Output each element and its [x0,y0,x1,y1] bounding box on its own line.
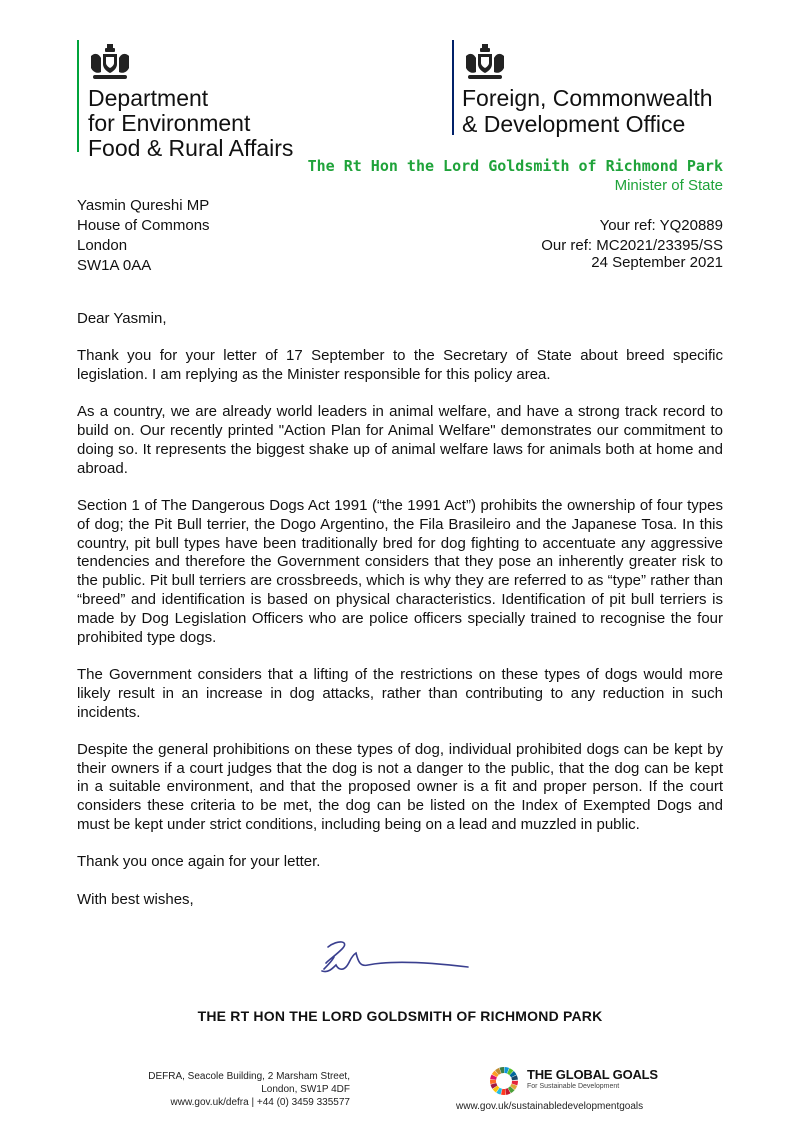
letter-body [77,310,723,928]
sdg-color-wheel-icon [488,1065,520,1097]
paragraph: Thank you for your letter of 17 September to the Secretary of State about breed specific legislation. I am replying as the Minister responsible for this policy area. [77,347,723,384]
global-goals-subtitle: For Sustainable Development [527,1083,620,1090]
recipient-line: London [77,237,128,254]
reference-block [541,196,723,256]
recipient-address [77,196,210,276]
defra-name-line-3: Food & Rural Affairs [88,135,294,161]
paragraph: Despite the general prohibitions on these types of dog, individual prohibited dogs can be kept by their owners if a court judges that the dog is not a danger to the public, that the dog can be kept in a suitable environment, and that the proposed owner is a fit and proper person. If the court considers these criteria to be met, the dog can be listed on the Index of Exempted Dogs and must be kept under strict conditions, including being on a lead and muzzled in public. [77,740,723,834]
salutation: Dear Yasmin, [77,310,167,327]
paragraph: Section 1 of The Dangerous Dogs Act 1991 (“the 1991 Act”) prohibits the ownership of four types of dog; the Pit Bull terrier, the Dogo Argentino, the Fila Brasileiro and the Japanese Tosa. In this country, pit bull types have been traditionally bred for dog fighting to accentuate any aggressive tendencies and therefore the Government considers that they pose an inherently greater risk to the public. Pit bull terriers are crossbreeds, which is why they are referred to as “type” rather than “breed” and identification is based on physical characteristics. Identification of pit bull terriers is made by Dog Legislation Officers who are police officers specially trained to recognise the four prohibited type dogs. [77,497,723,646]
your-ref: Your ref: YQ20889 [599,217,723,234]
defra-logo-bar [77,40,79,152]
global-goals-link[interactable]: www.gov.uk/sustainabledevelopmentgoals [456,1101,644,1112]
footer-address-line: DEFRA, Seacole Building, 2 Marsham Street, [148,1071,350,1082]
signatory-name: THE RT HON THE LORD GOLDSMITH OF RICHMOND PARK [197,1008,603,1024]
letter-date: 24 September 2021 [591,254,723,271]
defra-name-line-1: Department [88,85,209,111]
fcdo-name-line-1: Foreign, Commonwealth [462,85,713,111]
minister-title: Minister of State [614,177,723,194]
royal-coat-of-arms-icon [87,42,133,82]
recipient-line: SW1A 0AA [77,257,152,274]
fcdo-name-line-2: & Development Office [462,111,686,137]
royal-coat-of-arms-icon [462,42,508,82]
paragraph: As a country, we are already world leaders in animal welfare, and have a strong track record to build on. Our recently printed "Action Plan for Animal Welfare" demonstrates our commitment to doing so. It represents the biggest shake up of animal welfare laws for animals both at home and abroad. [77,403,723,477]
closing: With best wishes, [77,890,194,908]
footer-address [110,1070,350,1109]
paragraph: Thank you once again for your letter. [77,853,321,871]
footer-address-line: London, SW1P 4DF [261,1084,350,1095]
handwritten-signature [318,935,478,980]
global-goals-title: THE GLOBAL GOALS [527,1067,658,1082]
footer-contact: www.gov.uk/defra | +44 (0) 3459 335577 [170,1097,350,1108]
defra-name-line-2: for Environment [88,110,251,136]
recipient-line: House of Commons [77,217,210,234]
recipient-line: Yasmin Qureshi MP [77,197,210,214]
paragraph: The Government considers that a lifting of the restrictions on these types of dogs would more likely result in an increase in dog attacks, rather than contributing to any reduction in such incidents. [77,665,723,721]
our-ref: Our ref: MC2021/23395/SS [541,237,723,254]
minister-name: The Rt Hon the Lord Goldsmith of Richmond Park [307,157,723,175]
fcdo-logo-bar [452,40,454,135]
